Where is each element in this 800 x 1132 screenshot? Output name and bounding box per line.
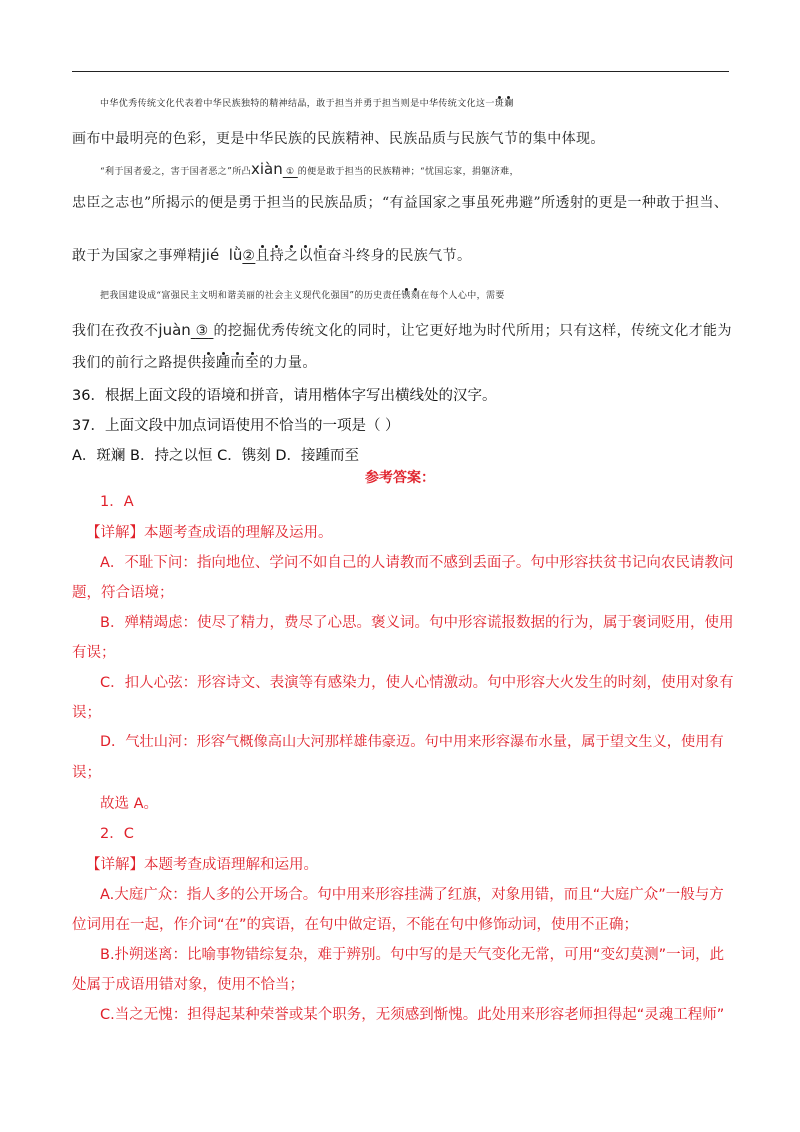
answer-2-option-b: B.扑朔迷离：比喻事物错综复杂，难于辨别。句中写的是天气变化无常，可用“变幻莫测”一词，此 bbox=[100, 947, 725, 963]
blank-3-number: ③ bbox=[195, 323, 209, 339]
passage-line-2b: 忠臣之志也”所揭示的便是勇于担当的民族品质；“有益国家之事虽死弗避”所透射的更是一种敢于担当、 bbox=[72, 195, 729, 211]
header-rule bbox=[72, 71, 729, 72]
passage-text: 敢于为国家之事殚精 bbox=[72, 248, 202, 264]
blank-2 bbox=[242, 248, 255, 264]
passage-text: 的挖掘优秀传统文化的同时，让它更好地为时代所用；只有这样，传统文化才能为 bbox=[213, 323, 732, 339]
answer-title: 参考答案： bbox=[365, 470, 435, 486]
answer-1-option-b-cont: 有误； bbox=[72, 645, 116, 661]
passage-text: 我们在孜孜不 bbox=[72, 323, 159, 339]
passage-text: 的便是敢于担当的民族精神；“忧国忘家，捐躯济难， bbox=[297, 167, 519, 177]
answer-1-detail: 【详解】本题考查成语的理解及运用。 bbox=[86, 525, 333, 541]
answer-2: 2．C bbox=[100, 826, 134, 842]
answer-2-detail: 【详解】本题考查成语理解和运用。 bbox=[86, 857, 318, 873]
answer-2-option-c: C.当之无愧：担得起某种荣誉或某个职务，无须感到惭愧。此处用来形容老师担得起“灵魂工程师” bbox=[100, 1007, 725, 1023]
passage-text: 中华优秀传统文化代表着中华民族独特的精神结晶，敢于担当并勇于担当则是中华传统文化这一 bbox=[100, 99, 495, 109]
answer-2-option-a: A.大庭广众：指人多的公开场合。句中用来形容挂满了红旗，对象用错，而且“大庭广众”一般与方 bbox=[100, 887, 724, 903]
dotted-word-chizhiyiheng bbox=[255, 248, 327, 264]
emphasis-dot-char: 且 bbox=[255, 248, 270, 264]
blank-2-number: ② bbox=[242, 248, 256, 264]
question-37: 37．上面文段中加点词语使用不恰当的一项是（ ） bbox=[72, 418, 400, 434]
answer-2-option-a-cont: 位词用在一起，作介词“在”的宾语，在句中做定语，不能在句中修饰动词，使用不正确； bbox=[72, 917, 639, 933]
answer-1: 1．A bbox=[100, 494, 134, 510]
dotted-word-banlan bbox=[495, 99, 514, 109]
emphasis-dot-char: 以 bbox=[298, 248, 313, 264]
passage-line-3b bbox=[72, 320, 734, 340]
emphasis-dot-char: 镌 bbox=[401, 291, 411, 301]
passage-line-1b: 画布中最明亮的色彩，更是中华民族的民族精神、民族品质与民族气节的集中体现。 bbox=[72, 131, 605, 147]
passage-line-2a bbox=[72, 160, 762, 178]
emphasis-dot-char: 而 bbox=[230, 355, 245, 371]
answer-2-option-b-cont: 处属于成语用错对象，使用不恰当； bbox=[72, 977, 304, 993]
question-36: 36．根据上面文段的语境和拼音，请用楷体字写出横线处的汉字。 bbox=[72, 388, 497, 404]
pinyin-1: xiàn bbox=[251, 160, 283, 178]
answer-1-option-b: B．殚精竭虑：使尽了精力，费尽了心思。褒义词。句中形容谎报数据的行为，属于褒词贬用，使用 bbox=[100, 615, 734, 631]
emphasis-dot-char: 持 bbox=[269, 248, 285, 264]
answer-1-option-d: D．气壮山河：形容气概像高山大河那样雄伟豪迈。句中用来形容瀑布水量，属于望文生义，使用有 bbox=[100, 734, 724, 750]
emphasis-dot-char: 接 bbox=[201, 355, 217, 371]
blank-3 bbox=[191, 323, 214, 339]
answer-1-option-c: C．扣人心弦：形容诗文、表演等有感染力，使人心情激动。句中形容大火发生的时刻，使用对象有 bbox=[100, 675, 734, 691]
passage-text: 奋斗终身的民族气节。 bbox=[327, 248, 472, 264]
emphasis-dot-char: 斓 bbox=[504, 99, 514, 109]
answer-1-option-c-cont: 误； bbox=[72, 705, 101, 721]
passage-text: 的力量。 bbox=[259, 355, 317, 371]
blank-1 bbox=[283, 167, 298, 177]
passage-text: 把我国建设成“富强民主文明和谐美丽的社会主义现代化强国”的历史责任 bbox=[100, 291, 402, 301]
question-37-options: A．斑斓 B．持之以恒 C．镌刻 D．接踵而至 bbox=[72, 448, 359, 464]
emphasis-dot-char: 至 bbox=[244, 355, 260, 371]
passage-line-2c bbox=[72, 245, 734, 265]
answer-1-option-d-cont: 误； bbox=[72, 765, 101, 781]
emphasis-dot-char: 斑 bbox=[494, 99, 505, 109]
passage-text: 我们的前行之路提供 bbox=[72, 355, 202, 371]
passage-text: 在每个人心中，需要 bbox=[420, 291, 505, 301]
pinyin-2: jié lǜ bbox=[201, 246, 243, 264]
emphasis-dot-char: 恒 bbox=[312, 248, 328, 264]
pinyin-3: juàn bbox=[158, 321, 191, 339]
answer-1-conclusion: 故选 A。 bbox=[100, 796, 159, 812]
dotted-word-jiezhongerzhi bbox=[202, 355, 260, 371]
passage-line-3a bbox=[72, 288, 762, 301]
emphasis-dot-char: 之 bbox=[284, 248, 299, 264]
emphasis-dot-char: 刻 bbox=[410, 291, 421, 301]
answer-1-option-a-cont: 题，符合语境； bbox=[72, 585, 174, 601]
blank-1-number: ① bbox=[286, 167, 295, 177]
emphasis-dot-char: 踵 bbox=[216, 355, 231, 371]
passage-line-1a bbox=[72, 96, 762, 109]
passage-line-3c bbox=[72, 352, 734, 372]
passage-text: “利于国者爱之，害于国者恶之”所凸 bbox=[100, 167, 252, 177]
dotted-word-juanke bbox=[401, 291, 420, 301]
answer-1-option-a: A．不耻下问：指向地位、学问不如自己的人请教而不感到丢面子。句中形容扶贫书记向农民请教问 bbox=[100, 555, 734, 571]
